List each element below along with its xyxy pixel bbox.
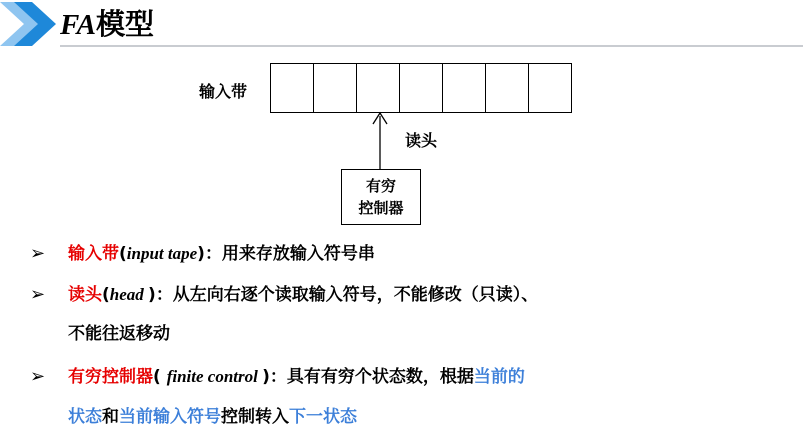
paren-close: )	[262, 367, 270, 387]
bullet-arrow-icon: ➢	[30, 284, 46, 305]
bullet-arrow-icon: ➢	[30, 243, 46, 264]
controller-label-line1: 有穷	[365, 177, 396, 195]
paren-open: (	[119, 244, 127, 264]
input-tape	[270, 63, 571, 112]
desc-head-line2: 不能往返移动	[68, 324, 170, 344]
finite-control-box	[341, 169, 421, 225]
tape-cell	[270, 63, 314, 113]
desc-finite-control-c: 控制转入	[221, 407, 289, 427]
tape-cell	[313, 63, 357, 113]
desc-finite-control-a: ：具有有穷个状态数，根据	[269, 367, 474, 387]
bullet-arrow-icon: ➢	[30, 366, 46, 387]
desc-input-tape: ：用来存放输入符号串	[204, 244, 375, 264]
english-input-tape: input tape	[126, 244, 198, 263]
highlight-next-state: 下一状态	[289, 407, 357, 427]
bullet-input-tape	[68, 242, 375, 266]
tape-cell	[485, 63, 529, 113]
slide-title	[60, 6, 154, 43]
controller-label-line2: 控制器	[358, 199, 404, 217]
desc-head-line1: ：从左向右逐个读取输入符号，不能修改（只读）、	[155, 285, 539, 305]
term-head: 读头	[68, 285, 102, 305]
term-input-tape: 输入带	[68, 244, 119, 264]
paren-close: )	[197, 244, 205, 264]
title-divider	[60, 45, 803, 47]
tape-cell	[399, 63, 443, 113]
highlight-state: 状态	[68, 407, 102, 427]
desc-finite-control-b: 和	[102, 407, 119, 427]
paren-close: )	[148, 285, 156, 305]
english-head: head	[109, 285, 149, 304]
tape-cell	[528, 63, 572, 113]
tape-cell	[356, 63, 400, 113]
bullet-head	[68, 283, 538, 307]
highlight-current: 当前的	[473, 367, 525, 387]
term-finite-control: 有穷控制器	[68, 367, 153, 387]
bullet-finite-control	[68, 365, 525, 389]
paren-open: (	[102, 285, 110, 305]
head-arrow	[370, 110, 390, 172]
title-cjk: 模型	[96, 7, 155, 41]
head-label: 读头	[405, 131, 438, 150]
title-latin: FA	[60, 9, 97, 41]
tape-cell	[442, 63, 486, 113]
title-arrow-icon	[0, 2, 58, 48]
slide-header	[0, 0, 803, 56]
paren-open: (	[153, 367, 167, 387]
bullet-finite-control-line2	[68, 405, 357, 429]
tape-label: 输入带	[199, 82, 248, 101]
highlight-current-input: 当前输入符号	[119, 407, 221, 427]
english-finite-control: finite control	[166, 367, 263, 386]
